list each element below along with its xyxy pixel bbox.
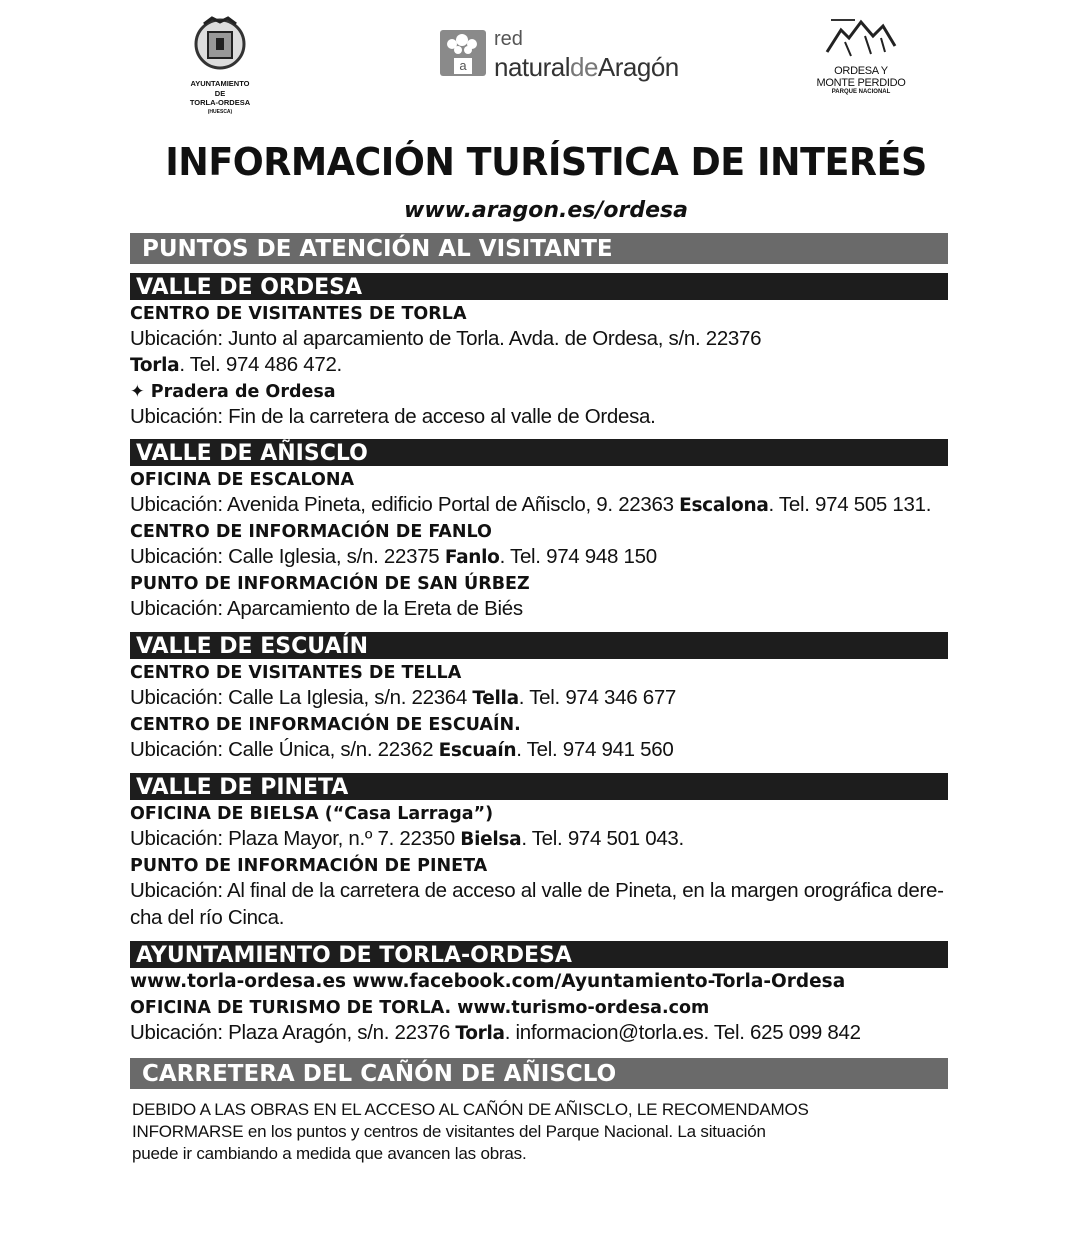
page-title: INFORMACIÓN TURÍSTICA DE INTERÉS [165, 140, 927, 184]
info-line: Ubicación: Calle Única, s/n. 22362 Escuaín. Tel. 974 941 560 [130, 738, 674, 761]
subheading: OFICINA DE BIELSA (“Casa Larraga”) [130, 804, 494, 824]
info-line: Ubicación: Junto al aparcamiento de Torla. Avda. de Ordesa, s/n. 22376 [130, 327, 762, 350]
section-header-anisclo: VALLE DE AÑISCLO [130, 439, 948, 466]
info-line: Ubicación: Calle La Iglesia, s/n. 22364 Tella. Tel. 974 346 677 [130, 686, 677, 709]
subheading: PUNTO DE INFORMACIÓN DE PINETA [130, 856, 488, 876]
subheading: CENTRO DE INFORMACIÓN DE ESCUAÍN. [130, 715, 521, 735]
torla-logo-text: AYUNTAMIENTO DE TORLA-ORDESA (HUESCA) [189, 79, 251, 115]
info-line: Ubicación: Plaza Mayor, n.º 7. 22350 Bielsa. Tel. 974 501 043. [130, 827, 684, 850]
ordesa-monte-perdido-logo: ORDESA Y MONTE PERDIDO PARQUE NACIONAL [815, 16, 907, 95]
subheading: PUNTO DE INFORMACIÓN DE SAN ÚRBEZ [130, 574, 530, 594]
info-line: Ubicación: Fin de la carretera de acceso al valle de Ordesa. [130, 405, 656, 428]
info-line: Ubicación: Plaza Aragón, s/n. 22376 Torla. informacion@torla.es. Tel. 625 099 842 [130, 1021, 861, 1044]
web-links: www.torla-ordesa.es www.facebook.com/Ayuntamiento-Torla-Ordesa [130, 971, 846, 992]
info-line: Torla. Tel. 974 486 472. [130, 353, 342, 376]
subheading: CENTRO DE VISITANTES DE TORLA [130, 304, 467, 324]
road-works-note: DEBIDO A LAS OBRAS EN EL ACCESO AL CAÑÓN DE AÑISCLO, LE RECOMENDAMOS INFORMARSE en los puntos y centros de visitantes del Parque Nacional. La situación puede ir cambiando a medida que avancen las obras. [132, 1100, 809, 1163]
info-line: cha del río Cinca. [130, 906, 285, 929]
section-header-pineta: VALLE DE PINETA [130, 773, 948, 800]
info-line: Ubicación: Avenida Pineta, edificio Portal de Añisclo, 9. 22363 Escalona. Tel. 974 505 131. [130, 493, 932, 516]
coat-of-arms-icon [190, 14, 250, 74]
subheading: CENTRO DE INFORMACIÓN DE FANLO [130, 522, 492, 542]
subheading: CENTRO DE VISITANTES DE TELLA [130, 663, 462, 683]
info-line: Ubicación: Aparcamiento de la Ereta de Biés [130, 597, 523, 620]
mountain-icon [821, 16, 901, 60]
subheading-pradera: ✦ Pradera de Ordesa [130, 382, 336, 402]
torla-coat-of-arms-logo [178, 14, 262, 117]
red-natural-aragon-logo: a red naturaldeAragón [440, 28, 700, 88]
logo-row [0, 14, 1092, 124]
info-line: Ubicación: Calle Iglesia, s/n. 22375 Fanlo. Tel. 974 948 150 [130, 545, 657, 568]
section-header-ordesa: VALLE DE ORDESA [130, 273, 948, 300]
info-line: Ubicación: Al final de la carretera de acceso al valle de Pineta, en la margen orográfica dere- [130, 879, 944, 902]
section-header-escuain: VALLE DE ESCUAÍN [130, 632, 948, 659]
subheading: OFICINA DE ESCALONA [130, 470, 355, 490]
section-header-carretera: CARRETERA DEL CAÑÓN DE AÑISCLO [130, 1058, 948, 1089]
section-header-ayuntamiento: AYUNTAMIENTO DE TORLA-ORDESA [130, 941, 948, 968]
subheading: OFICINA DE TURISMO DE TORLA. www.turismo-ordesa.com [130, 998, 710, 1018]
section-header-puntos: PUNTOS DE ATENCIÓN AL VISITANTE [130, 233, 948, 264]
page-url: www.aragon.es/ordesa [404, 198, 688, 223]
content [130, 233, 948, 1165]
red-natural-mark-icon: a [440, 30, 486, 76]
